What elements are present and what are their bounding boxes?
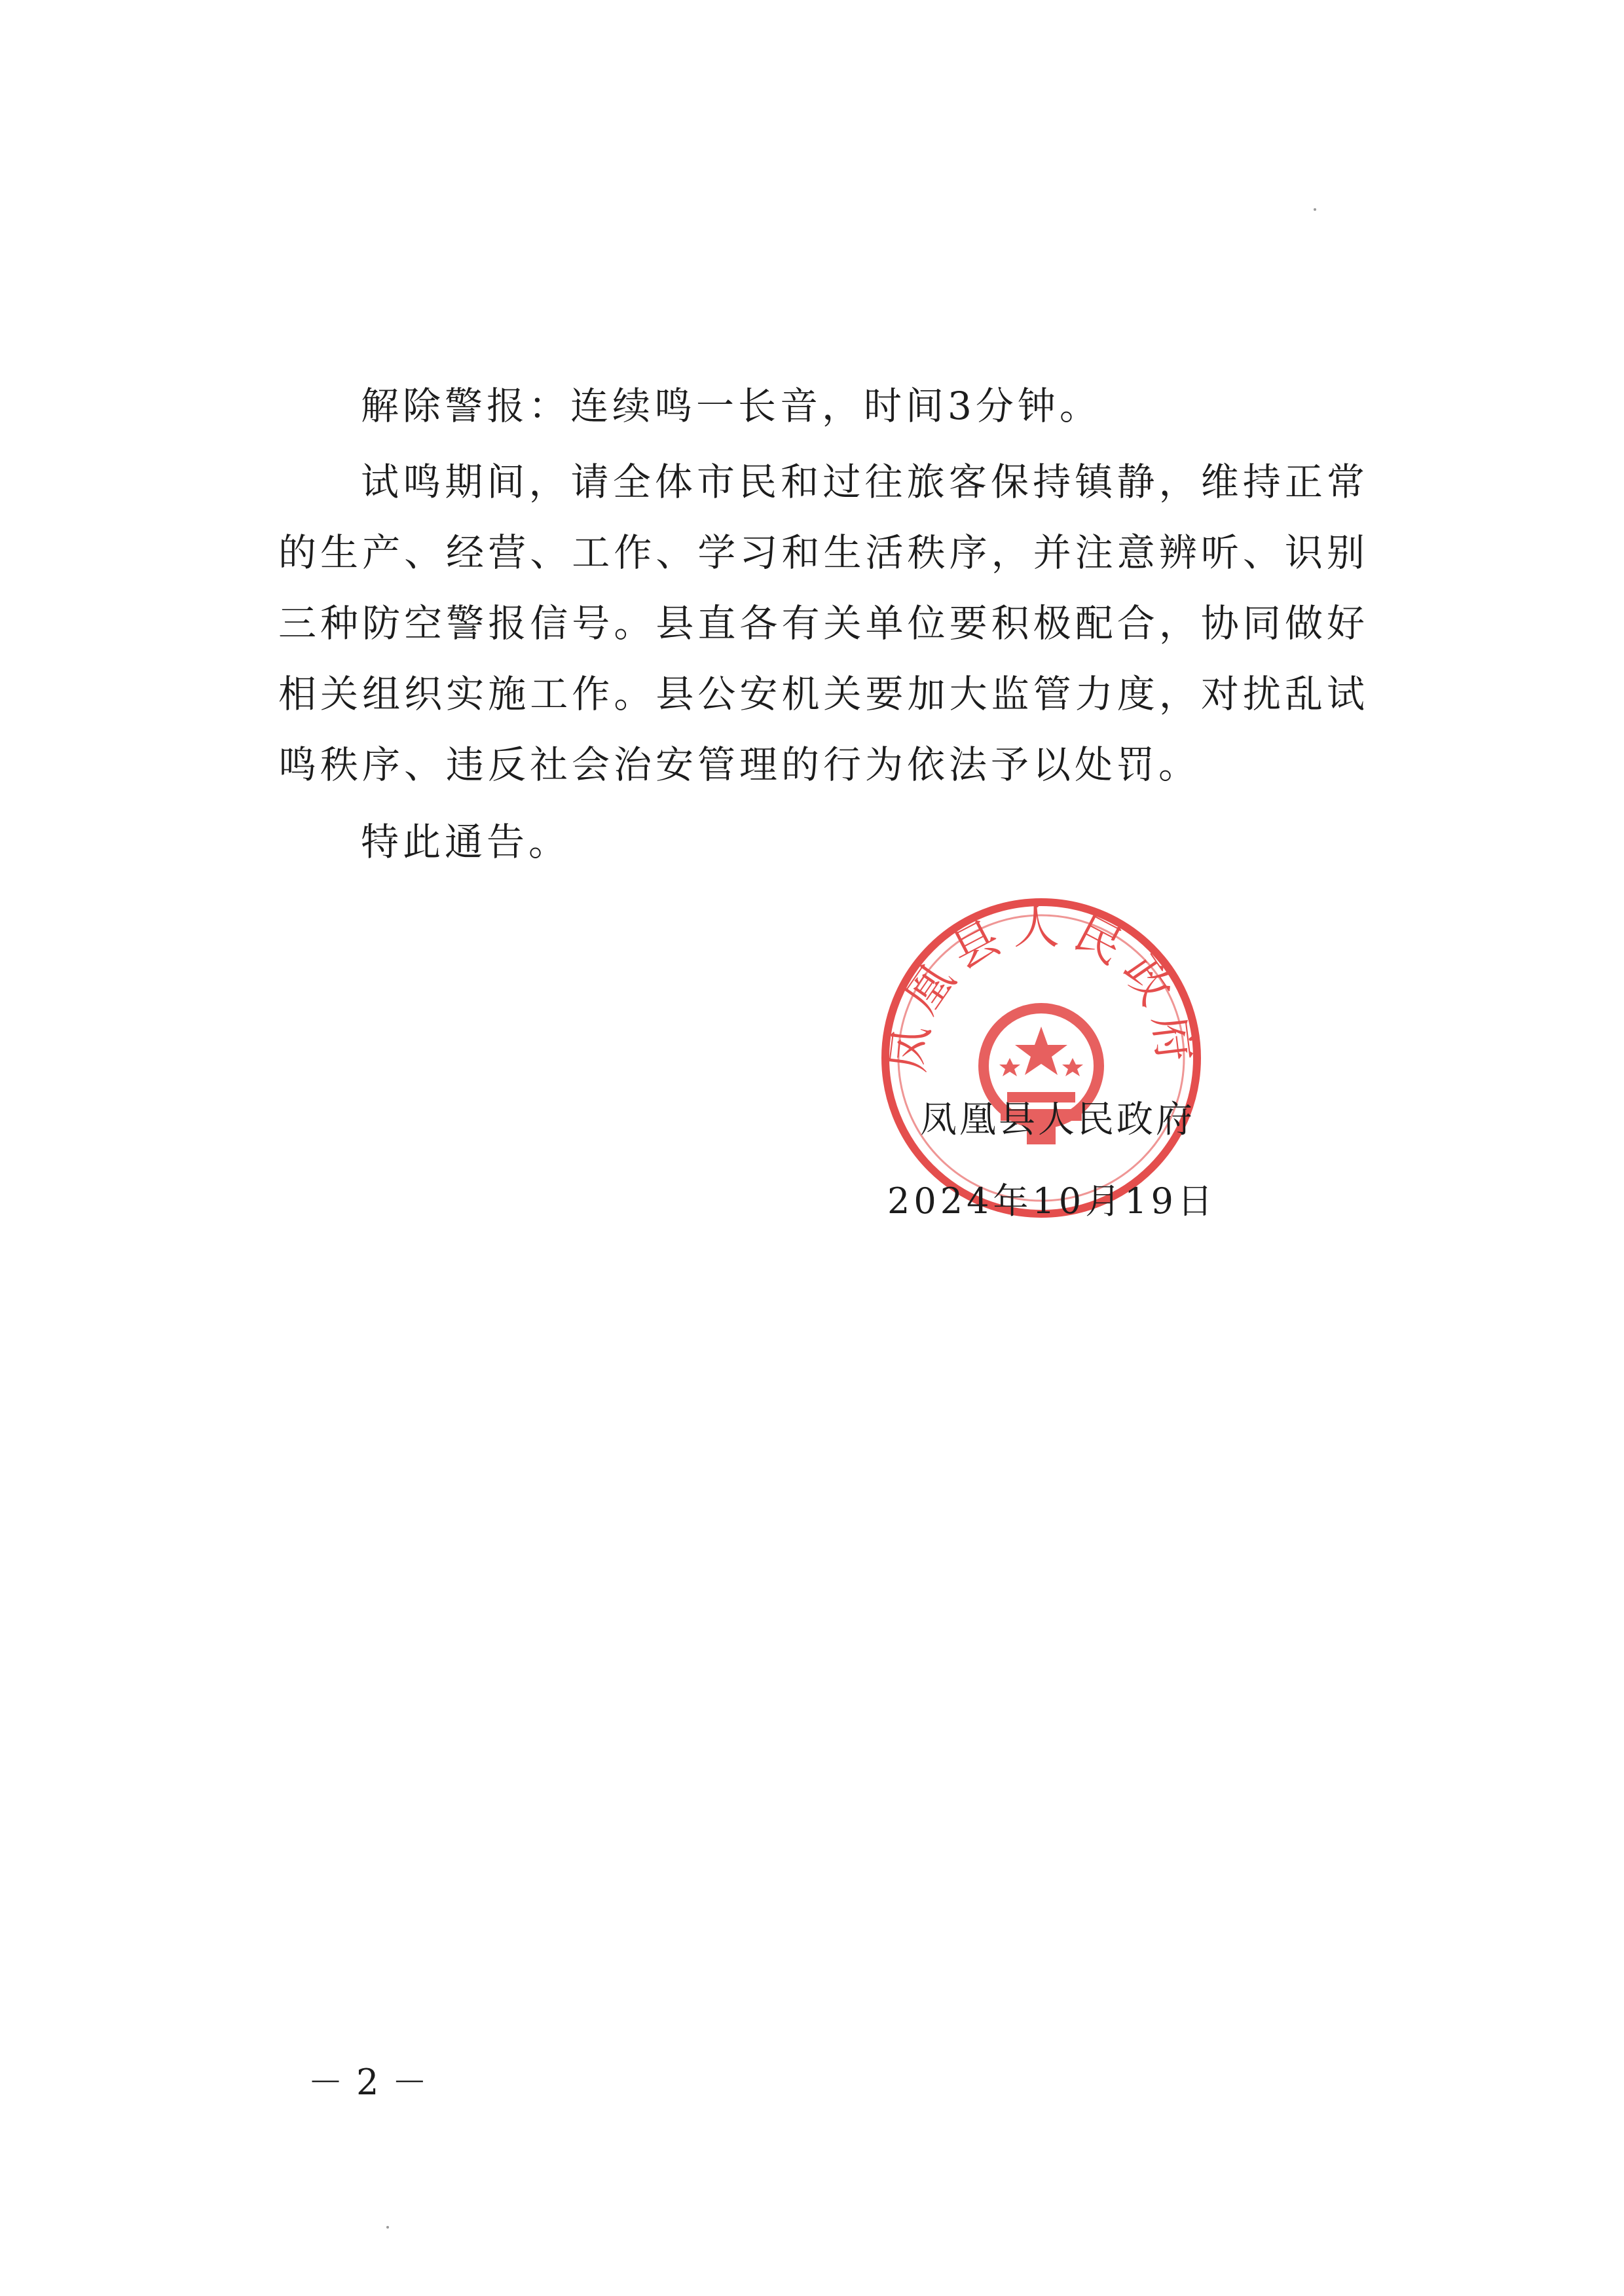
official-seal-icon: [879, 896, 1204, 1220]
page-number: －2－: [308, 2062, 441, 2103]
signature-organization: 凤凰县人民政府: [920, 1099, 1195, 1141]
seal-text: 凤凰县人民政府: [880, 900, 1204, 1075]
paragraph-closing: 特此通告。: [361, 820, 571, 864]
paragraph-all-clear: 解除警报：连续鸣一长音，时间3分钟。: [361, 384, 1101, 428]
paragraph-instructions: 试鸣期间，请全体市民和过往旅客保持镇静，维持正常的生产、经营、工作、学习和生活秩序，并注意辨听、识别三种防空警报信号。县直各有关单位要积极配合，协同做好相关组织实施工作。县公安机关要加大监管力度，对扰乱试鸣秩序、违反社会治安管理的行为依法予以处罚。: [278, 460, 1369, 787]
scan-speck: [386, 2226, 389, 2229]
signature-date: 2024年10月19日: [887, 1180, 1217, 1222]
scan-speck: [1314, 208, 1316, 211]
